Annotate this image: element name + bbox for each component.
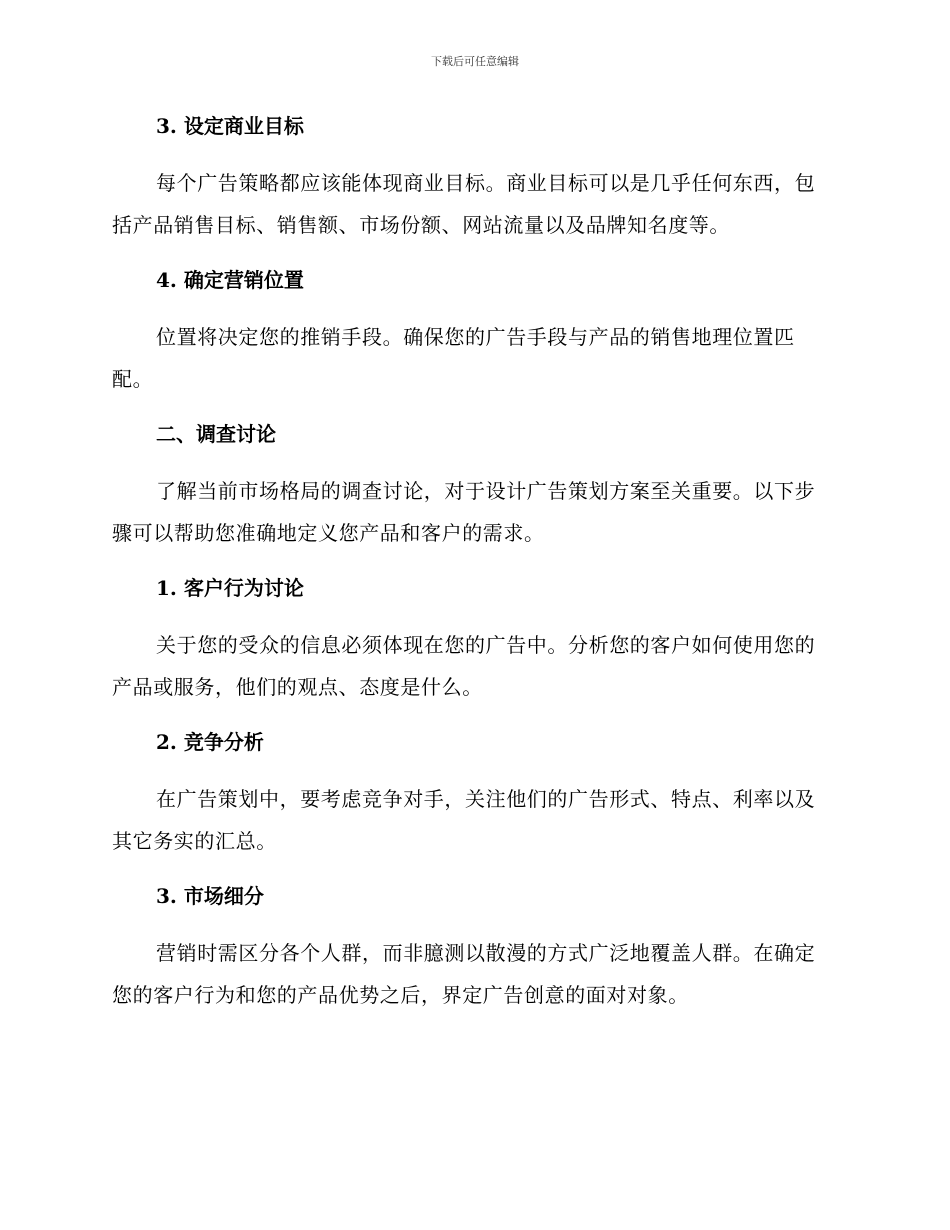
section-heading: 1. 客户行为讨论 (156, 576, 304, 600)
section-paragraph: 每个广告策略都应该能体现商业目标。商业目标可以是几乎任何东西，包括产品销售目标、销售额、市场份额、网站流量以及品牌知名度等。 (112, 171, 816, 237)
section-heading: 3. 设定商业目标 (156, 114, 304, 138)
section-heading: 二、调查讨论 (156, 422, 276, 446)
page-header: 下载后可任意编辑 (431, 55, 519, 68)
section-heading: 2. 竞争分析 (156, 730, 264, 754)
section-paragraph: 在广告策划中，要考虑竞争对手，关注他们的广告形式、特点、利率以及其它务实的汇总。 (112, 787, 816, 853)
section-heading: 4. 确定营销位置 (156, 268, 304, 292)
section-paragraph: 位置将决定您的推销手段。确保您的广告手段与产品的销售地理位置匹配。 (112, 325, 795, 391)
section-paragraph: 关于您的受众的信息必须体现在您的广告中。分析您的客户如何使用您的产品或服务，他们的观点、态度是什么。 (112, 633, 816, 699)
section-paragraph: 了解当前市场格局的调查讨论，对于设计广告策划方案至关重要。以下步骤可以帮助您准确地定义您产品和客户的需求。 (112, 479, 816, 545)
document-body (112, 110, 832, 1016)
section-heading: 3. 市场细分 (156, 884, 264, 908)
section-paragraph: 营销时需区分各个人群，而非臆测以散漫的方式广泛地覆盖人群。在确定您的客户行为和您的产品优势之后，界定广告创意的面对对象。 (112, 941, 816, 1007)
